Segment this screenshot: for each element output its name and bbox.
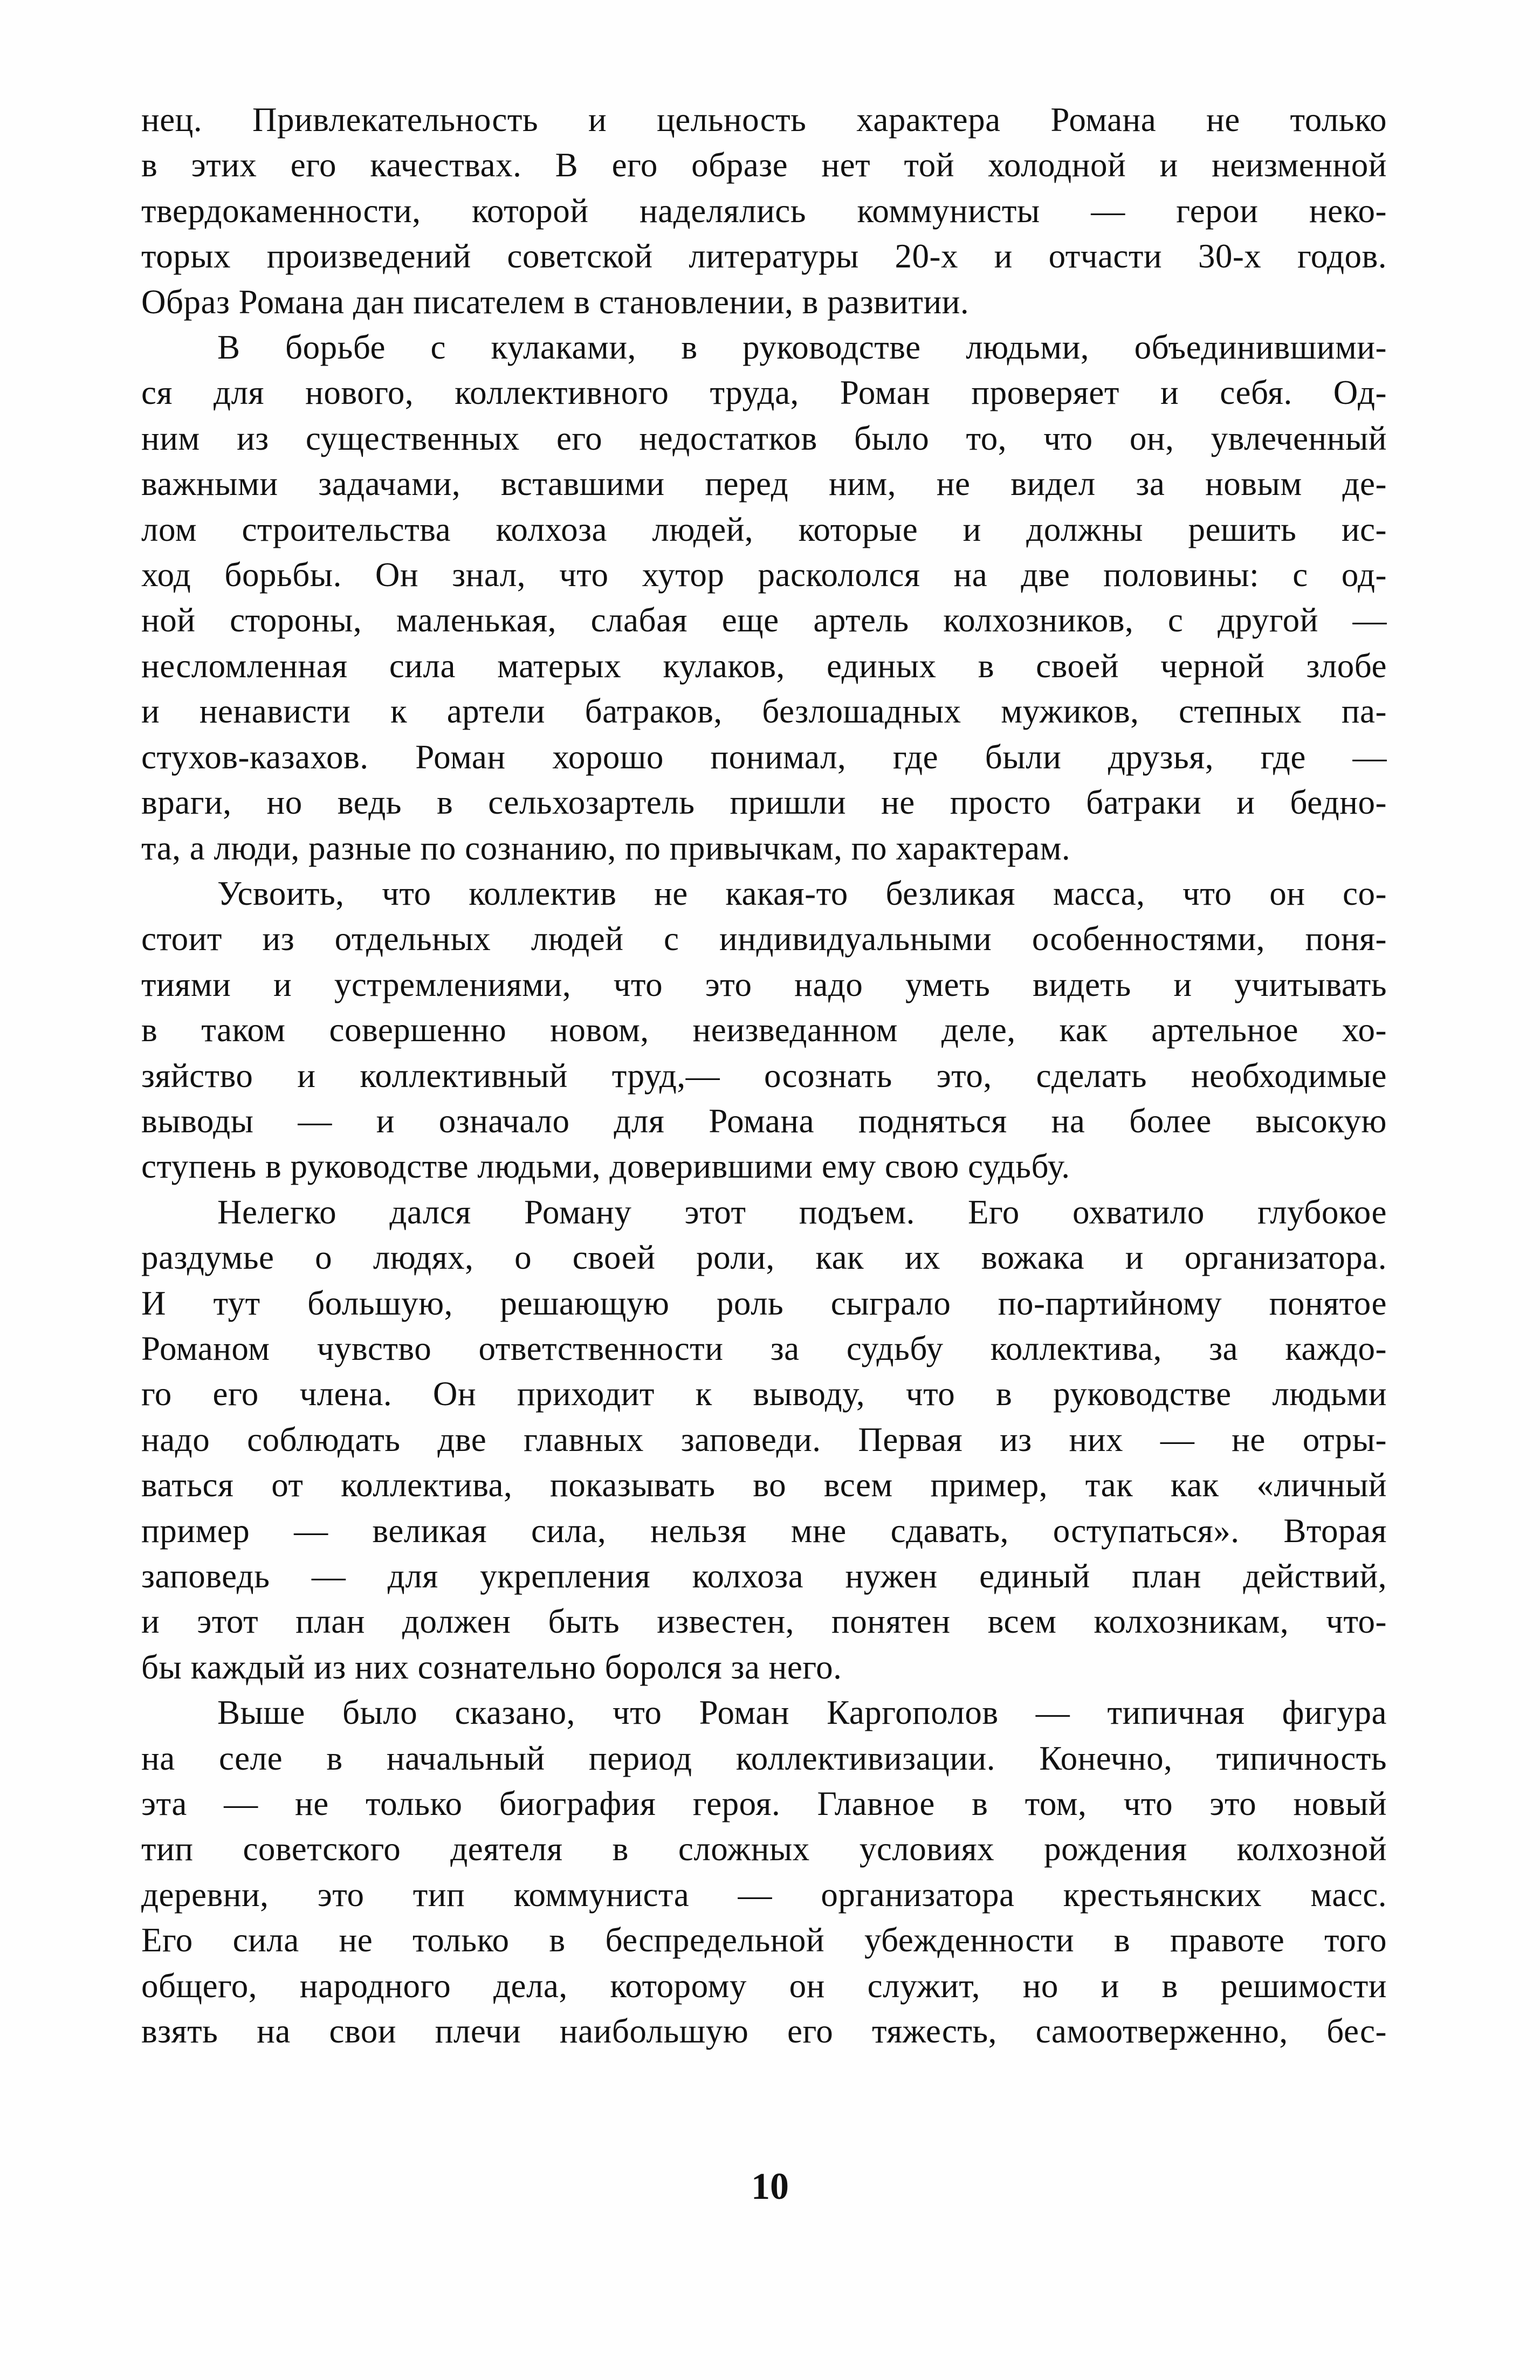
text-line: го его члена. Он приходит к выводу, что в руководстве людьми [141,1375,1387,1413]
text-line: стухов-казахов. Роман хорошо понимал, где были друзья, где — [141,738,1387,776]
text-line: несломленная сила матерых кулаков, единых в своей черной злобе [141,646,1387,685]
text-line: раздумье о людях, о своей роли, как их вожака и организатора. [141,1239,1387,1277]
body-text [141,97,1387,2054]
text-line: стоит из отдельных людей с индивидуальными особенностями, поня- [141,920,1387,958]
text-line: Нелегко дался Роману этот подъем. Его охватило глубокое [217,1193,1387,1231]
paragraph [141,1690,1387,2054]
text-line: выводы — и означало для Романа подняться на более высокую [141,1102,1387,1140]
text-line: важными задачами, вставшими перед ним, не видел за новым де- [141,465,1387,503]
text-line: пример — великая сила, нельзя мне сдавать, оступаться». Вторая [141,1511,1387,1550]
paragraph [141,871,1387,1189]
text-line: Романом чувство ответственности за судьбу коллектива, за каждо- [141,1329,1387,1367]
text-line: взять на свои плечи наибольшую его тяжесть, самоотверженно, бес- [141,2012,1387,2051]
text-line: тип советского деятеля в сложных условиях рождения колхозной [141,1830,1387,1868]
text-line: в этих его качествах. В его образе нет той холодной и неизменной [141,146,1387,184]
text-line: Образ Романа дан писателем в становлении, в развитии. [141,283,970,321]
text-line: ной стороны, маленькая, слабая еще артель колхозников, с другой — [141,601,1387,639]
text-line: заповедь — для укрепления колхоза нужен единый план действий, [141,1557,1387,1595]
text-line: тиями и устремлениями, что это надо уметь видеть и учитывать [141,965,1387,1003]
text-line: лом строительства колхоза людей, которые и должны решить ис- [141,510,1387,548]
text-line: эта — не только биография героя. Главное в том, что это новый [141,1785,1387,1823]
text-line: ся для нового, коллективного труда, Роман проверяет и себя. Од- [141,374,1387,412]
text-line: В борьбе с кулаками, в руководстве людьми, объединившими- [217,328,1387,367]
paragraph [141,325,1387,871]
text-line: нец. Привлекательность и цельность характера Романа не только [141,101,1387,139]
text-line: надо соблюдать две главных заповеди. Первая из них — не отры- [141,1420,1387,1459]
text-line: Выше было сказано, что Роман Каргополов — типичная фигура [217,1694,1387,1732]
text-line: враги, но ведь в сельхозартель пришли не просто батраки и бедно- [141,783,1387,822]
text-line: твердокаменности, которой наделялись коммунисты — герои неко- [141,191,1387,230]
text-line: И тут большую, решающую роль сыграло по-партийному понятое [141,1284,1387,1322]
text-line: и этот план должен быть известен, понятен всем колхозникам, что- [141,1602,1387,1641]
text-line: в таком совершенно новом, неизведанном деле, как артельное хо- [141,1011,1387,1049]
text-line: Его сила не только в беспредельной убежденности в правоте того [141,1921,1387,1959]
text-line: ним из существенных его недостатков было то, что он, увлеченный [141,419,1387,457]
text-line: ход борьбы. Он знал, что хутор раскололся на две половины: с од- [141,556,1387,594]
text-line: Усвоить, что коллектив не какая-то безликая масса, что он со- [217,874,1387,912]
paragraph [141,97,1387,325]
text-line: торых произведений советской литературы 20-х и отчасти 30-х годов. [141,237,1387,276]
text-line: общего, народного дела, которому он служит, но и в решимости [141,1966,1387,2005]
text-line: и ненависти к артели батраков, безлошадных мужиков, степных па- [141,692,1387,731]
text-line: та, а люди, разные по сознанию, по привычкам, по характерам. [141,829,1071,867]
text-line: ваться от коллектива, показывать во всем пример, так как «личный [141,1466,1387,1504]
text-line: ступень в руководстве людьми, доверившими ему свою судьбу. [141,1147,1070,1186]
text-line: зяйство и коллективный труд,— осознать это, сделать необходимые [141,1056,1387,1095]
text-line: на селе в начальный период коллективизации. Конечно, типичность [141,1739,1387,1777]
paragraph [141,1189,1387,1690]
text-line: деревни, это тип коммуниста — организатора крестьянских масс. [141,1875,1387,1914]
text-line: бы каждый из них сознательно боролся за него. [141,1648,842,1686]
page-number: 10 [751,2166,789,2207]
